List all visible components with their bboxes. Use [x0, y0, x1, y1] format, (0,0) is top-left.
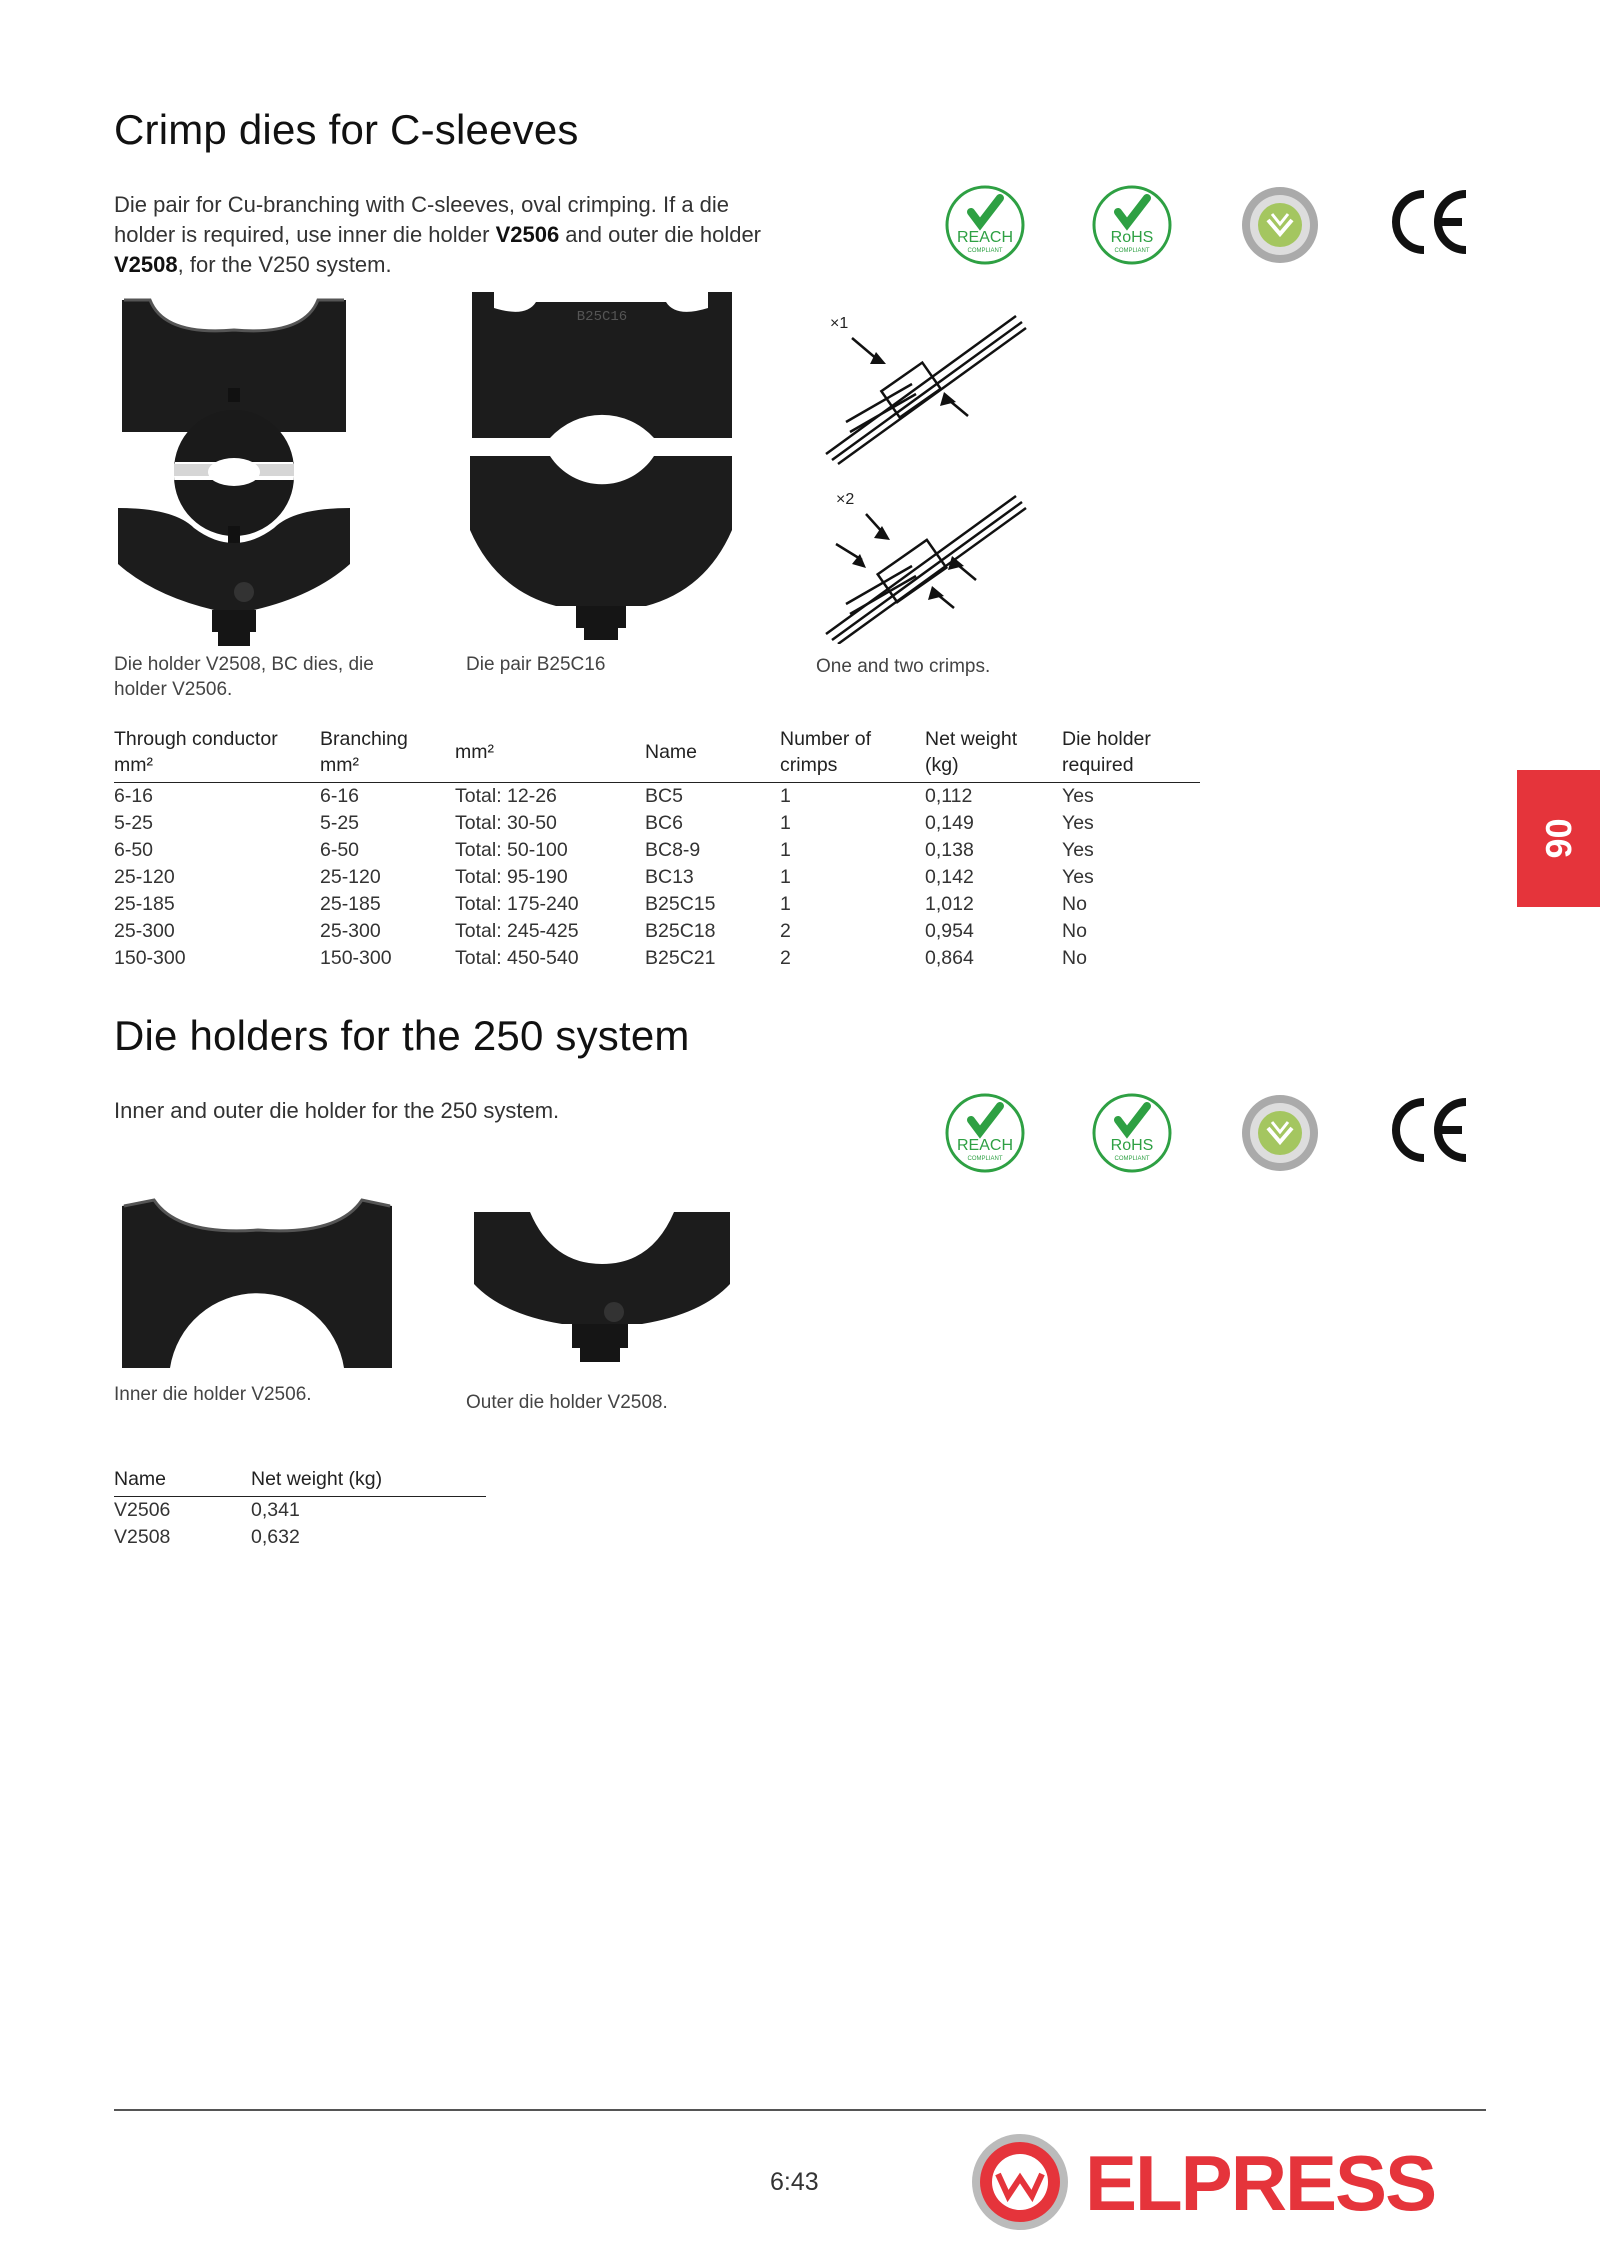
table-cell: 0,142 — [925, 866, 974, 888]
ce-mark-2 — [1388, 1092, 1472, 1173]
table-cell: 1,012 — [925, 893, 974, 915]
ce-mark-icon — [1388, 184, 1472, 260]
caption-crimps: One and two crimps. — [816, 656, 991, 677]
table-cell: 2 — [780, 920, 791, 942]
die-holder-assembly-icon — [114, 296, 354, 648]
intro-text-3: , for the V250 system. — [177, 252, 392, 277]
table-row — [114, 918, 1200, 945]
table-cell: 1 — [780, 866, 791, 888]
table-cell: 0,864 — [925, 947, 974, 969]
table-cell: Total: 30-50 — [455, 812, 557, 834]
caption-inner-die-holder: Inner die holder V2506. — [114, 1384, 312, 1405]
intro-text-2: and outer die holder — [559, 222, 762, 247]
col-die-holder-required: Die holder required — [1062, 726, 1200, 783]
table-cell: Total: 245-425 — [455, 920, 579, 942]
double-crimp-label: ×2 — [836, 491, 855, 508]
intro-bold-v2506: V2506 — [495, 222, 560, 247]
svg-text:REACH: REACH — [956, 229, 1014, 246]
svg-text:REACH: REACH — [956, 1137, 1014, 1154]
section-title-die-holders: Die holders for the 250 system — [114, 1012, 690, 1059]
die-stamp-text: B25C16 — [576, 309, 628, 325]
table-cell: 2 — [780, 947, 791, 969]
table-cell: Yes — [1062, 866, 1094, 888]
table-cell: 0,632 — [251, 1526, 300, 1548]
caption-outer-die-holder: Outer die holder V2508. — [466, 1392, 668, 1413]
rohs-compliant-badge — [1091, 184, 1173, 271]
table-cell: 5-25 — [320, 812, 360, 834]
table-cell: 25-300 — [114, 920, 175, 942]
table-cell: B25C21 — [645, 947, 716, 969]
svg-text:RoHS: RoHS — [1110, 1137, 1154, 1154]
table-cell: 0,954 — [925, 920, 974, 942]
reach-badge-icon — [944, 1092, 1026, 1174]
reach-badge-icon — [944, 184, 1026, 266]
svg-text:COMPLIANT: COMPLIANT — [967, 1156, 1003, 1162]
table-row — [114, 783, 1200, 811]
table-cell: 25-120 — [320, 866, 381, 888]
table-cell: 150-300 — [320, 947, 392, 969]
table-cell: V2508 — [114, 1526, 171, 1548]
col-number-of-crimps: Number of crimps — [780, 726, 925, 783]
table-cell: B25C15 — [645, 893, 716, 915]
section-intro — [114, 190, 794, 280]
col-branching: Branching mm² — [320, 726, 455, 783]
table-cell: 0,341 — [251, 1499, 300, 1521]
table-cell: BC5 — [645, 785, 683, 807]
caption-die-holder-assembly: Die holder V2508, BC dies, die holder V2506. — [114, 654, 374, 700]
table-cell: BC6 — [645, 812, 683, 834]
table-row — [114, 945, 1200, 972]
crimp-illustration — [816, 304, 1036, 649]
table-row — [114, 837, 1200, 864]
table-cell: Total: 12-26 — [455, 785, 557, 807]
svg-text:COMPLIANT: COMPLIANT — [1114, 1156, 1150, 1162]
table-cell: 25-185 — [320, 893, 381, 915]
die-holders-table — [114, 1466, 486, 1551]
table-cell: 150-300 — [114, 947, 186, 969]
table-row — [114, 1524, 486, 1551]
system-certification-seal — [1239, 184, 1321, 271]
col-through-conductor: Through conductor mm² — [114, 726, 320, 783]
col-name: Name — [645, 726, 780, 783]
crimp-dies-table — [114, 726, 1200, 972]
table-cell: 25-185 — [114, 893, 175, 915]
table-cell: Total: 95-190 — [455, 866, 568, 888]
table-cell: BC8-9 — [645, 839, 701, 861]
table-cell: 0,149 — [925, 812, 974, 834]
svg-text:RoHS: RoHS — [1110, 229, 1154, 246]
table-header-row — [114, 726, 1200, 783]
col-net-weight: Net weight (kg) — [251, 1466, 486, 1497]
table-cell: 5-25 — [114, 812, 154, 834]
svg-text:COMPLIANT: COMPLIANT — [967, 248, 1003, 254]
table-cell: Yes — [1062, 812, 1094, 834]
table-row — [114, 810, 1200, 837]
table-row — [114, 864, 1200, 891]
table-header-row — [114, 1466, 486, 1497]
reach-compliant-badge-2 — [944, 1092, 1026, 1179]
certification-seal-icon — [1239, 1092, 1321, 1174]
system-certification-seal-2 — [1239, 1092, 1321, 1179]
table-cell: Yes — [1062, 839, 1094, 861]
table-cell: 6-16 — [320, 785, 360, 807]
col-name: Name — [114, 1466, 251, 1497]
section-title-crimp-dies: Crimp dies for C-sleeves — [114, 106, 579, 153]
table-cell: 6-50 — [320, 839, 360, 861]
die-pair-b25c16-image — [466, 290, 736, 647]
reach-compliant-badge — [944, 184, 1026, 271]
brand-emblem — [968, 2130, 1072, 2239]
inner-die-holder-image — [118, 1196, 396, 1377]
chapter-tab — [1517, 770, 1600, 907]
table-cell: 25-120 — [114, 866, 175, 888]
die-pair-icon — [466, 290, 736, 642]
ce-mark-icon — [1388, 1092, 1472, 1168]
table-cell: 1 — [780, 893, 791, 915]
single-crimp-label: ×1 — [830, 315, 849, 332]
section-intro-die-holders: Inner and outer die holder for the 250 system. — [114, 1098, 560, 1123]
page-number: 6:43 — [770, 2168, 819, 2196]
table-cell: 0,112 — [925, 785, 973, 807]
table-cell: No — [1062, 947, 1087, 969]
table-cell: Total: 175-240 — [455, 893, 579, 915]
table-cell: 0,138 — [925, 839, 974, 861]
svg-text:COMPLIANT: COMPLIANT — [1114, 248, 1150, 254]
elpress-emblem-icon — [968, 2130, 1072, 2234]
intro-text-1: Die pair for Cu-branching with C-sleeves, oval crimping. If a die holder is required, use inner die holder — [114, 192, 730, 247]
table-cell: Total: 50-100 — [455, 839, 568, 861]
die-holder-assembly-image — [114, 296, 354, 653]
certification-seal-icon — [1239, 184, 1321, 266]
crimp-diagram-icon — [816, 304, 1036, 644]
table-cell: 1 — [780, 812, 791, 834]
outer-die-holder-icon — [472, 1204, 734, 1366]
table-cell: 1 — [780, 839, 791, 861]
inner-die-holder-icon — [118, 1196, 396, 1372]
elpress-logo-text: ELPRESS — [1085, 2139, 1436, 2227]
footer-divider — [114, 2109, 1486, 2111]
table-row — [114, 1497, 486, 1525]
table-cell: No — [1062, 920, 1087, 942]
table-cell: No — [1062, 893, 1087, 915]
rohs-badge-icon — [1091, 184, 1173, 266]
table-cell: 6-50 — [114, 839, 154, 861]
ce-mark — [1388, 184, 1472, 265]
table-cell: 25-300 — [320, 920, 381, 942]
col-net-weight: Net weight (kg) — [925, 726, 1062, 783]
rohs-badge-icon — [1091, 1092, 1173, 1174]
outer-die-holder-image — [472, 1204, 734, 1371]
table-cell: B25C18 — [645, 920, 716, 942]
table-row — [114, 891, 1200, 918]
table-cell: 1 — [780, 785, 791, 807]
table-cell: 6-16 — [114, 785, 154, 807]
table-cell: BC13 — [645, 866, 694, 888]
col-mm2: mm² — [455, 726, 645, 783]
table-cell: Total: 450-540 — [455, 947, 579, 969]
rohs-compliant-badge-2 — [1091, 1092, 1173, 1179]
table-cell: Yes — [1062, 785, 1094, 807]
table-cell: V2506 — [114, 1499, 171, 1521]
chapter-tab-number: 06 — [1538, 818, 1580, 859]
intro-bold-v2508: V2508 — [114, 252, 178, 277]
caption-die-pair: Die pair B25C16 — [466, 654, 606, 675]
